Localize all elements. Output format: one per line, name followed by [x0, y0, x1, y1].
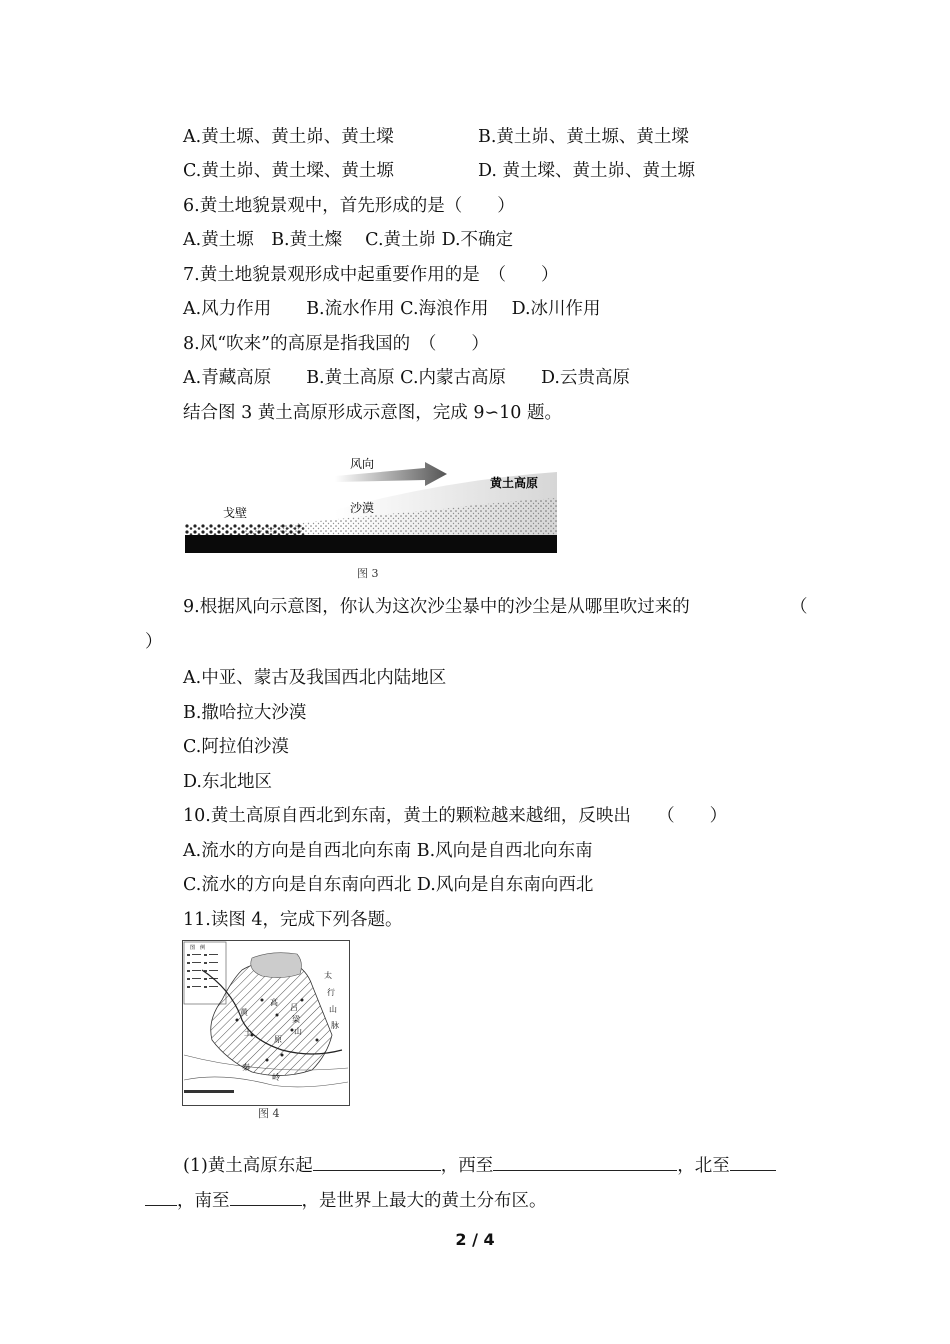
question-11-1-line2 — [145, 1189, 547, 1212]
question-9-option-a: A.中亚、蒙古及我国西北内陆地区 — [183, 668, 447, 688]
question-9: 9.根据风向示意图，你认为这次沙尘暴中的沙尘是从哪里吹过来的 — [183, 597, 690, 617]
map-label-ling: 岭 — [272, 1073, 280, 1082]
question-8-options: A.青藏高原 B.黄土高原 C.内蒙古高原 D.云贵高原 — [183, 368, 630, 388]
map-label-qin: 秦 — [242, 1063, 250, 1072]
blank-south[interactable] — [230, 1189, 302, 1206]
question-9-option-d: D.东北地区 — [183, 772, 272, 792]
gobi-label: 戈壁 — [223, 506, 248, 520]
map-label-yuan: 原 — [274, 1035, 282, 1044]
blank-east[interactable] — [313, 1154, 441, 1171]
figure-4-caption: 图 4 — [258, 1107, 280, 1120]
figure-4-map — [182, 940, 350, 1106]
question-9-paren-close: ） — [145, 632, 163, 652]
blank-north-a[interactable] — [730, 1154, 776, 1171]
map-label-tu: 土 — [244, 1028, 252, 1037]
map-label-hang: 行 — [327, 988, 335, 997]
question-6: 6.黄土地貌景观中，首先形成的是（ ） — [183, 196, 515, 216]
q11-1-part1: (1)黄土高原东起 — [183, 1156, 313, 1176]
ground-base — [185, 535, 557, 553]
wind-label: 风向 — [350, 457, 375, 471]
map-label-huang: 黄 — [240, 1008, 248, 1017]
question-9-option-b: B.撒哈拉大沙漠 — [183, 703, 307, 723]
question-9-paren-open: （ — [790, 597, 808, 617]
map-label-mai: 脉 — [331, 1021, 339, 1030]
map-legend-box — [184, 942, 226, 1004]
q11-1-part3: ，北至 — [677, 1156, 730, 1176]
q5-option-a: A.黄土塬、黄土峁、黄土墚 — [183, 127, 394, 147]
q11-1-part5: ，是世界上最大的黄土分布区。 — [301, 1191, 547, 1211]
figure-3-caption: 图 3 — [357, 567, 379, 580]
map-label-liang: 梁 — [292, 1015, 300, 1024]
map-label-lv: 吕 — [290, 1003, 298, 1012]
map-label-shan: 山 — [329, 1005, 337, 1014]
question-8: 8.风“吹来”的高原是指我国的 （ ） — [183, 334, 489, 354]
question-11-1-line1 — [183, 1154, 776, 1177]
question-11: 11.读图 4，完成下列各题。 — [183, 910, 403, 930]
desert-label: 沙漠 — [350, 501, 375, 515]
figure-3-diagram — [185, 440, 560, 558]
gobi-pebbles-shape — [185, 524, 305, 535]
question-10-options-cd: C.流水的方向是自东南向西北 D.风向是自东南向西北 — [183, 875, 594, 895]
blank-north-b[interactable] — [145, 1189, 177, 1206]
page-number: 2 / 4 — [455, 1230, 495, 1249]
desert-region — [251, 953, 302, 978]
question-7-options: A.风力作用 B.流水作用 C.海浪作用 D.冰川作用 — [183, 299, 601, 319]
q5-option-d: D. 黄土墚、黄土峁、黄土塬 — [478, 161, 696, 181]
map-label-tai: 太 — [324, 971, 332, 980]
map-legend-title: 图 例 — [190, 945, 206, 951]
q11-1-part4: ，南至 — [177, 1191, 230, 1211]
question-9-option-c: C.阿拉伯沙漠 — [183, 737, 289, 757]
map-label-shan2: 山 — [294, 1027, 302, 1036]
q11-1-part2: ，西至 — [440, 1156, 494, 1176]
loess-plateau-label: 黄土高原 — [490, 476, 539, 490]
question-6-options: A.黄土塬 B.黄土燦 C.黄土峁 D.不确定 — [183, 230, 514, 250]
question-7: 7.黄土地貌景观形成中起重要作用的是 （ ） — [183, 265, 559, 285]
blank-west[interactable] — [493, 1154, 677, 1171]
map-label-gao: 高 — [270, 998, 278, 1007]
question-10: 10.黄土高原自西北到东南，黄土的颗粒越来越细，反映出 （ ） — [183, 806, 728, 826]
question-10-options-ab: A.流水的方向是自西北向东南 B.风向是自西北向东南 — [183, 841, 593, 861]
figure-3-intro: 结合图 3 黄土高原形成示意图，完成 9∽10 题。 — [183, 403, 562, 423]
q5-option-b: B.黄土峁、黄土塬、黄土墚 — [478, 127, 689, 147]
q5-option-c: C.黄土峁、黄土墚、黄土塬 — [183, 161, 394, 181]
